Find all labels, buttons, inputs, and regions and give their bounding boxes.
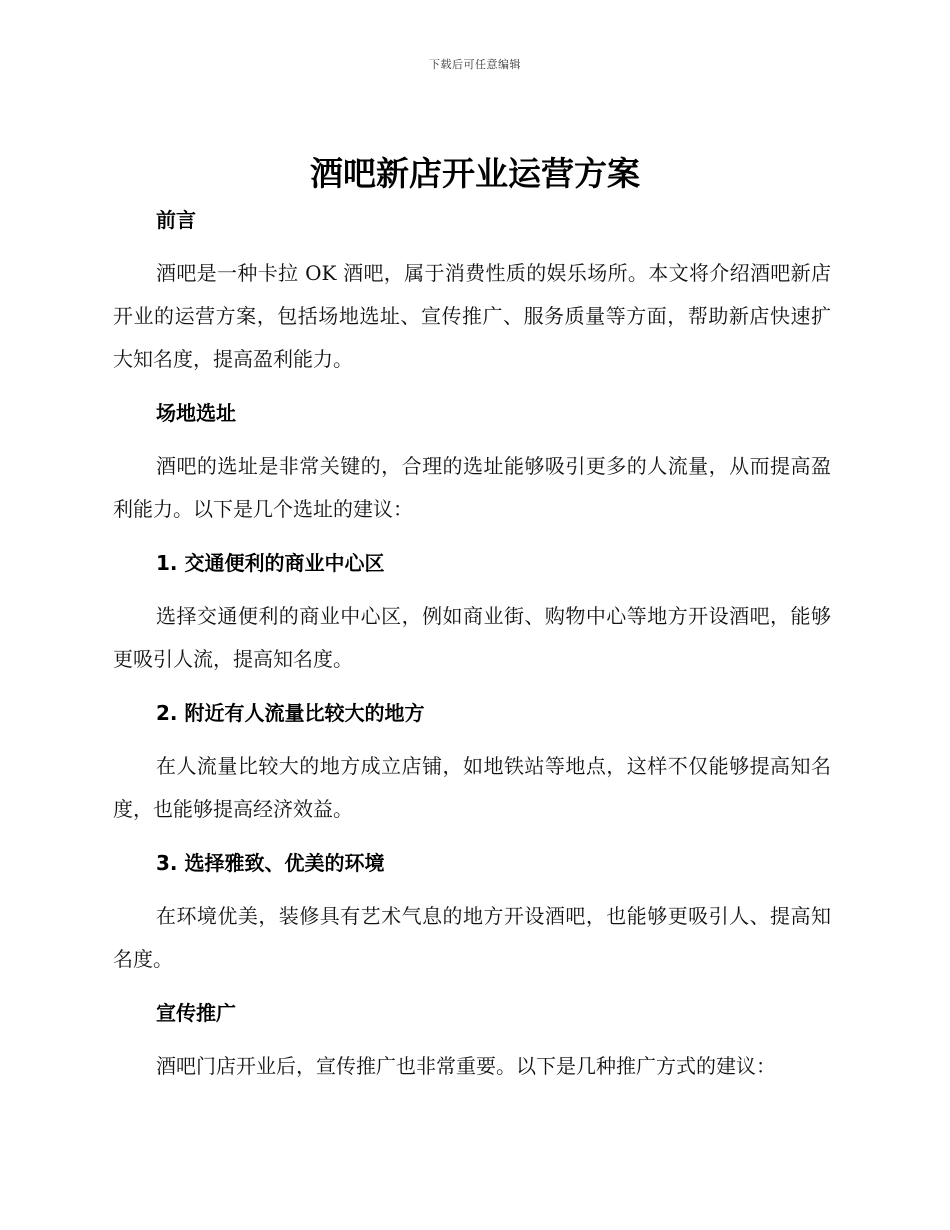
heading-site-selection: 场地选址 [156,401,236,425]
heading-site-option-1: 1. 交通便利的商业中心区 [156,551,385,575]
paragraph-preface: 酒吧是一种卡拉 OK 酒吧，属于消费性质的娱乐场所。本文将介绍酒吧新店开业的运营方案，包括场地选址、宣传推广、服务质量等方面，帮助新店快速扩大知名度，提高盈利能力。 [113,261,831,371]
paragraph-site-option-1: 选择交通便利的商业中心区，例如商业街、购物中心等地方开设酒吧，能够更吸引人流，提高知名度。 [113,604,831,671]
paragraph-site-selection: 酒吧的选址是非常关键的，合理的选址能够吸引更多的人流量，从而提高盈利能力。以下是几个选址的建议： [113,454,831,521]
paragraph-site-option-2: 在人流量比较大的地方成立店铺，如地铁站等地点，这样不仅能够提高知名度，也能够提高经济效益。 [113,754,831,821]
heading-promotion: 宣传推广 [156,1001,236,1025]
heading-site-option-2: 2. 附近有人流量比较大的地方 [156,701,425,725]
paragraph-promotion: 酒吧门店开业后，宣传推广也非常重要。以下是几种推广方式的建议： [156,1054,776,1078]
document-title: 酒吧新店开业运营方案 [310,154,640,193]
header-note: 下载后可任意编辑 [429,58,521,71]
heading-preface: 前言 [156,208,196,232]
document-body [113,205,831,1088]
heading-site-option-3: 3. 选择雅致、优美的环境 [156,851,385,875]
paragraph-site-option-3: 在环境优美，装修具有艺术气息的地方开设酒吧，也能够更吸引人、提高知名度。 [113,904,831,971]
